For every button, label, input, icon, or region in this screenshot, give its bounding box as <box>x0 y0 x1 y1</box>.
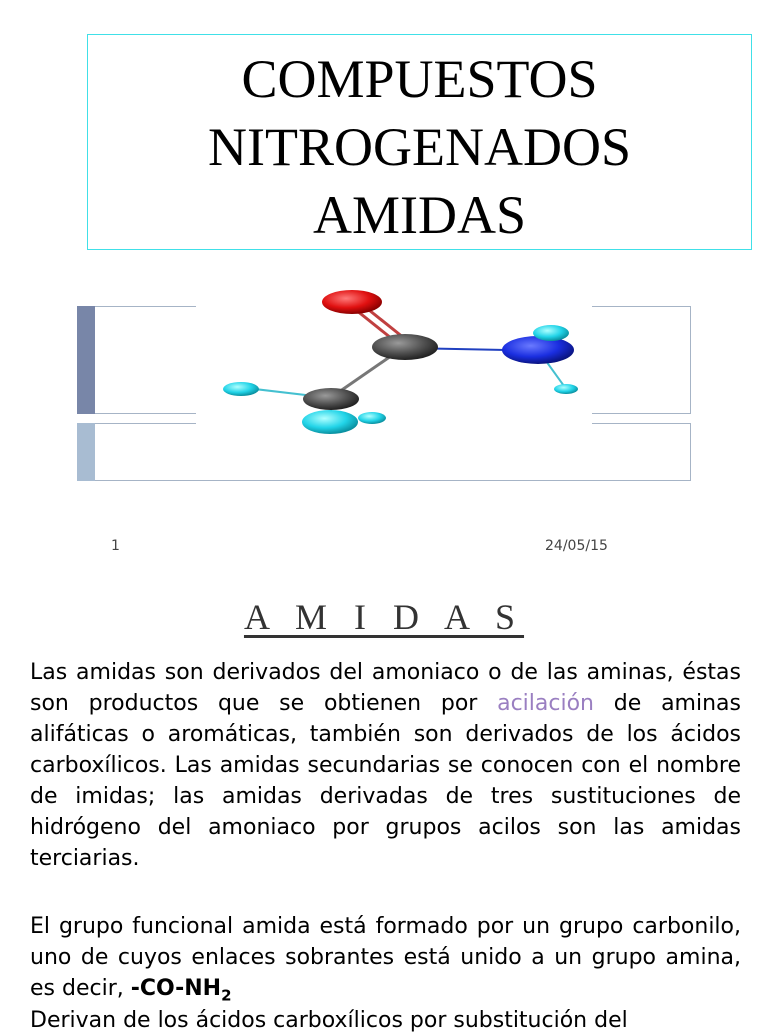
slide-number: 1 <box>111 538 120 554</box>
hydrogen-atom <box>223 382 259 396</box>
hydrogen-atom <box>302 410 358 434</box>
nitrogen-atom <box>502 336 574 364</box>
acilacion-link[interactable]: acilación <box>497 691 595 716</box>
formula <box>130 976 232 1005</box>
formula-text: -CO-NH <box>130 976 222 1001</box>
amide-molecule-icon <box>196 280 592 440</box>
hydrogen-atom <box>554 384 578 394</box>
oxygen-atom <box>322 290 382 314</box>
slide-title <box>88 45 751 249</box>
section-heading: A M I D A S <box>243 597 525 637</box>
carbon-atom <box>303 388 359 410</box>
title-line-3: AMIDAS <box>312 185 527 245</box>
paragraph-definition <box>30 657 741 874</box>
paragraph-derivation: Derivan de los ácidos carboxílicos por substitución del <box>30 1008 628 1033</box>
title-box <box>87 34 752 250</box>
title-line-2: NITROGENADOS <box>208 117 631 177</box>
paragraph-text: El grupo funcional amida está formado por un grupo carbonilo, uno de cuyos enlaces sobrantes está unido a un grupo amina, es decir, <box>30 914 741 1001</box>
decorative-bar-bottom <box>77 423 95 481</box>
decorative-bar-top <box>77 306 95 414</box>
paragraph-functional-group <box>30 911 741 1011</box>
title-line-1: COMPUESTOS <box>241 49 598 109</box>
slide-date: 24/05/15 <box>545 538 608 554</box>
paragraph-text: de aminas alifáticas o aromáticas, también son derivados de los ácidos carboxílicos. Las amidas secundarias se conocen con el nombre de imidas; las amidas derivadas de tres sustituciones de hidrógeno del amoniaco por grupos acilos son las amidas terciarias. <box>30 691 741 871</box>
carbon-atom <box>372 334 438 360</box>
paragraph-text: Las amidas son derivados del amoniaco o de las aminas, éstas son productos que se obtienen por <box>30 660 741 716</box>
bond <box>336 356 391 394</box>
hydrogen-atom <box>358 412 386 424</box>
hydrogen-atom <box>533 325 569 341</box>
formula-subscript: 2 <box>221 986 232 1005</box>
